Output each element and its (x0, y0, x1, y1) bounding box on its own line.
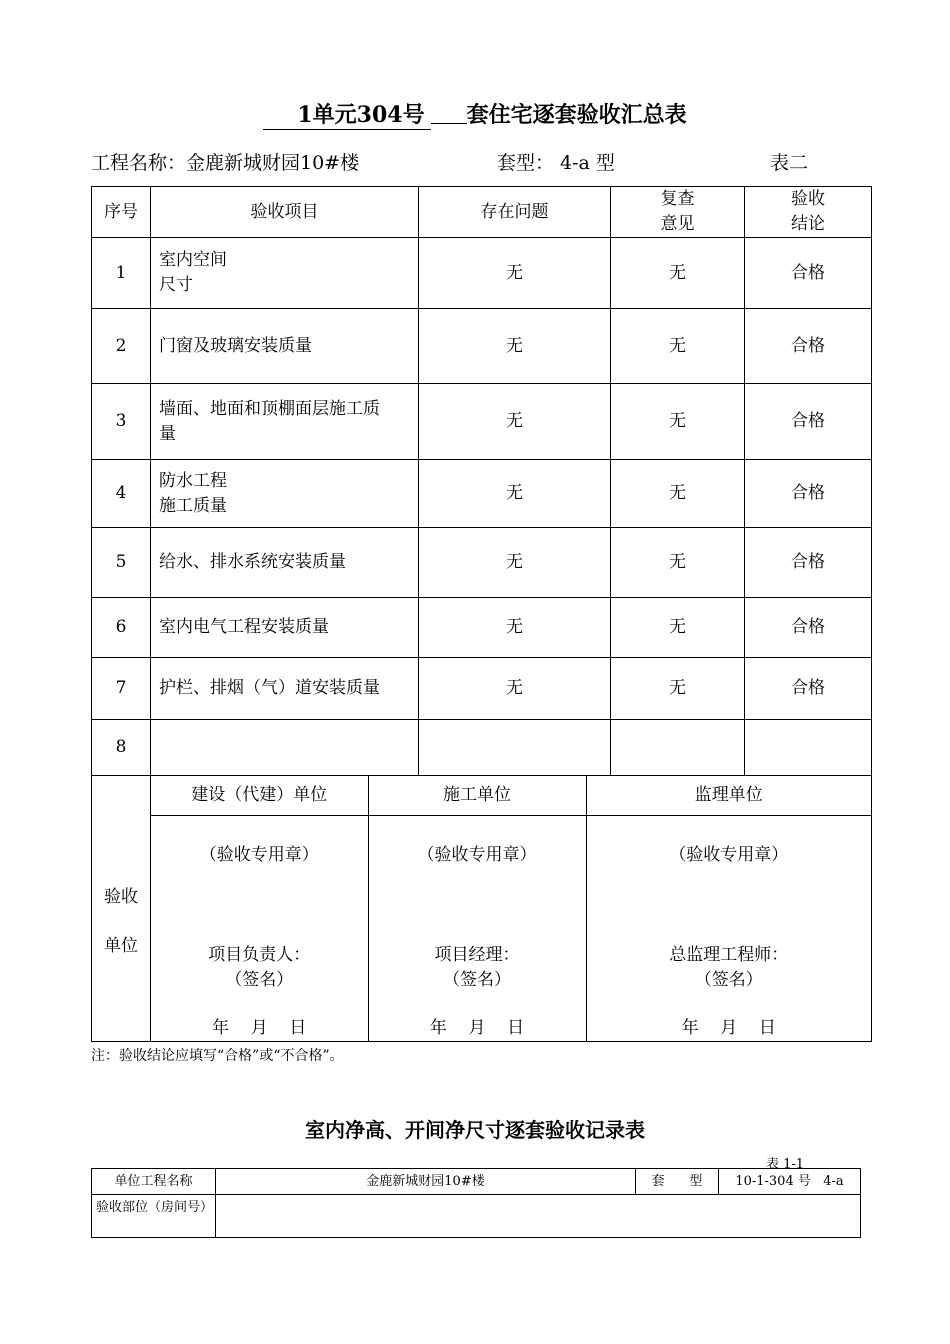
row-item (151, 384, 419, 460)
unit-name-label: 单位工程名称 (92, 1169, 216, 1195)
row-review: 无 (611, 658, 745, 720)
acceptance-items-table (91, 186, 872, 1042)
row-result: 合格 (745, 309, 872, 384)
table-row (92, 528, 872, 598)
unit-name-value: 金鹿新城财园10#楼 (216, 1169, 636, 1195)
row-seq: 5 (92, 528, 151, 598)
header-item: 验收项目 (151, 187, 419, 238)
title-text: 套住宅逐套验收汇总表 (466, 102, 687, 128)
header-result-l2: 结论 (791, 214, 825, 234)
row-issue: 无 (419, 309, 611, 384)
stamp-placeholder: （验收专用章） (669, 844, 789, 865)
row-seq: 8 (92, 720, 151, 776)
row-seq: 6 (92, 598, 151, 658)
acceptance-label-l2: 单位 (104, 936, 138, 957)
header-result-l1: 验收 (791, 189, 825, 209)
header-seq: 序号 (92, 187, 151, 238)
table-row (92, 309, 872, 384)
main-title (0, 98, 950, 130)
owner-unit-name: 建设（代建）单位 (151, 776, 368, 815)
row-item-line1: 防水工程 (159, 470, 227, 491)
row-item-line1: 门窗及玻璃安装质量 (159, 335, 312, 356)
row-issue: 无 (419, 460, 611, 528)
row-item (151, 528, 419, 598)
row-item (151, 238, 419, 309)
row-review: 无 (611, 528, 745, 598)
table-row (92, 238, 872, 309)
sign-date: 年 月 日 (212, 1017, 307, 1038)
row-issue: 无 (419, 658, 611, 720)
row-result: 合格 (745, 238, 872, 309)
type-label: 套 型 (636, 1169, 719, 1195)
footnote: 注：验收结论应填写“合格”或“不合格”。 (91, 1048, 344, 1064)
row-item (151, 658, 419, 720)
header-result (745, 187, 872, 238)
project-name: 工程名称：金鹿新城财园10#楼 (91, 152, 360, 174)
signer-title: 总监理工程师： (669, 944, 789, 965)
row-seq: 4 (92, 460, 151, 528)
supervision-unit-name: 监理单位 (586, 776, 871, 815)
location-label: 验收部位（房间号） (92, 1195, 216, 1238)
table-row (92, 598, 872, 658)
row-item-line2: 量 (159, 423, 176, 444)
row-item-line1: 室内电气工程安装质量 (159, 617, 329, 637)
row-item-line2: 尺寸 (159, 275, 193, 295)
row-issue: 无 (419, 598, 611, 658)
table-row (92, 384, 872, 460)
signer-title: 项目经理： (434, 944, 520, 965)
record-table (91, 1168, 861, 1238)
row-seq: 7 (92, 658, 151, 720)
table-row (92, 460, 872, 528)
signature-table (151, 776, 871, 1041)
stamp-placeholder: （验收专用章） (199, 844, 319, 865)
header-review-l2: 意见 (660, 214, 695, 234)
row-item (151, 720, 419, 776)
sign-date: 年 月 日 (681, 1017, 776, 1038)
row-review: 无 (611, 460, 745, 528)
contractor-signature-block (368, 815, 586, 1041)
record-row-unit (92, 1169, 861, 1195)
record-title: 室内净高、开间净尺寸逐套验收记录表 (305, 1118, 645, 1142)
construction-unit-name: 施工单位 (368, 776, 586, 815)
unit-type: 套型： 4-a 型 (497, 152, 615, 174)
header-row (92, 187, 872, 238)
row-issue: 无 (419, 384, 611, 460)
row-seq: 1 (92, 238, 151, 309)
row-review: 无 (611, 384, 745, 460)
type-value: 10-1-304 号 4-a (719, 1169, 861, 1195)
header-review (611, 187, 745, 238)
row-result: 合格 (745, 528, 872, 598)
row-item (151, 309, 419, 384)
acceptance-unit-label (92, 776, 151, 1042)
row-issue (419, 720, 611, 776)
table-number: 表二 (770, 152, 809, 174)
row-result: 合格 (745, 384, 872, 460)
header-issue: 存在问题 (419, 187, 611, 238)
row-review: 无 (611, 238, 745, 309)
acceptance-signature-area (151, 776, 872, 1042)
row-result: 合格 (745, 460, 872, 528)
row-seq: 2 (92, 309, 151, 384)
row-item (151, 598, 419, 658)
row-review (611, 720, 745, 776)
row-item (151, 460, 419, 528)
supervisor-signature-block (586, 815, 871, 1041)
row-item-line1: 护栏、排烟（气）道安装质量 (159, 678, 380, 698)
row-item-line1: 墙面、地面和顶棚面层施工质 (159, 398, 380, 419)
table-row (92, 720, 872, 776)
row-result: 合格 (745, 658, 872, 720)
sign-date: 年 月 日 (429, 1017, 525, 1038)
acceptance-label-l1: 验收 (104, 887, 138, 908)
row-issue: 无 (419, 528, 611, 598)
record-table-number: 表 1-1 (766, 1157, 805, 1172)
acceptance-unit-row (92, 776, 872, 1042)
table-row (92, 658, 872, 720)
signer-title: 项目负责人： (208, 944, 311, 965)
sign-placeholder: （签名） (225, 969, 294, 990)
row-result: 合格 (745, 598, 872, 658)
row-item-line2: 施工质量 (159, 495, 227, 516)
row-item-line1: 室内空间 (159, 250, 227, 270)
record-row-location (92, 1195, 861, 1238)
owner-signature-block (151, 815, 368, 1041)
row-item-line1: 给水、排水系统安装质量 (159, 552, 346, 572)
row-result (745, 720, 872, 776)
sign-placeholder: （签名） (443, 969, 511, 990)
title-unit-number: 1单元304号 (263, 98, 430, 130)
sign-placeholder: （签名） (694, 969, 763, 990)
signature-body-row (151, 815, 871, 1041)
row-issue: 无 (419, 238, 611, 309)
title-underline-gap (431, 103, 467, 124)
header-review-l1: 复查 (660, 189, 695, 209)
row-review: 无 (611, 598, 745, 658)
row-seq: 3 (92, 384, 151, 460)
stamp-placeholder: （验收专用章） (417, 844, 537, 865)
row-review: 无 (611, 309, 745, 384)
location-value (216, 1195, 861, 1238)
signature-header-row (151, 776, 871, 815)
